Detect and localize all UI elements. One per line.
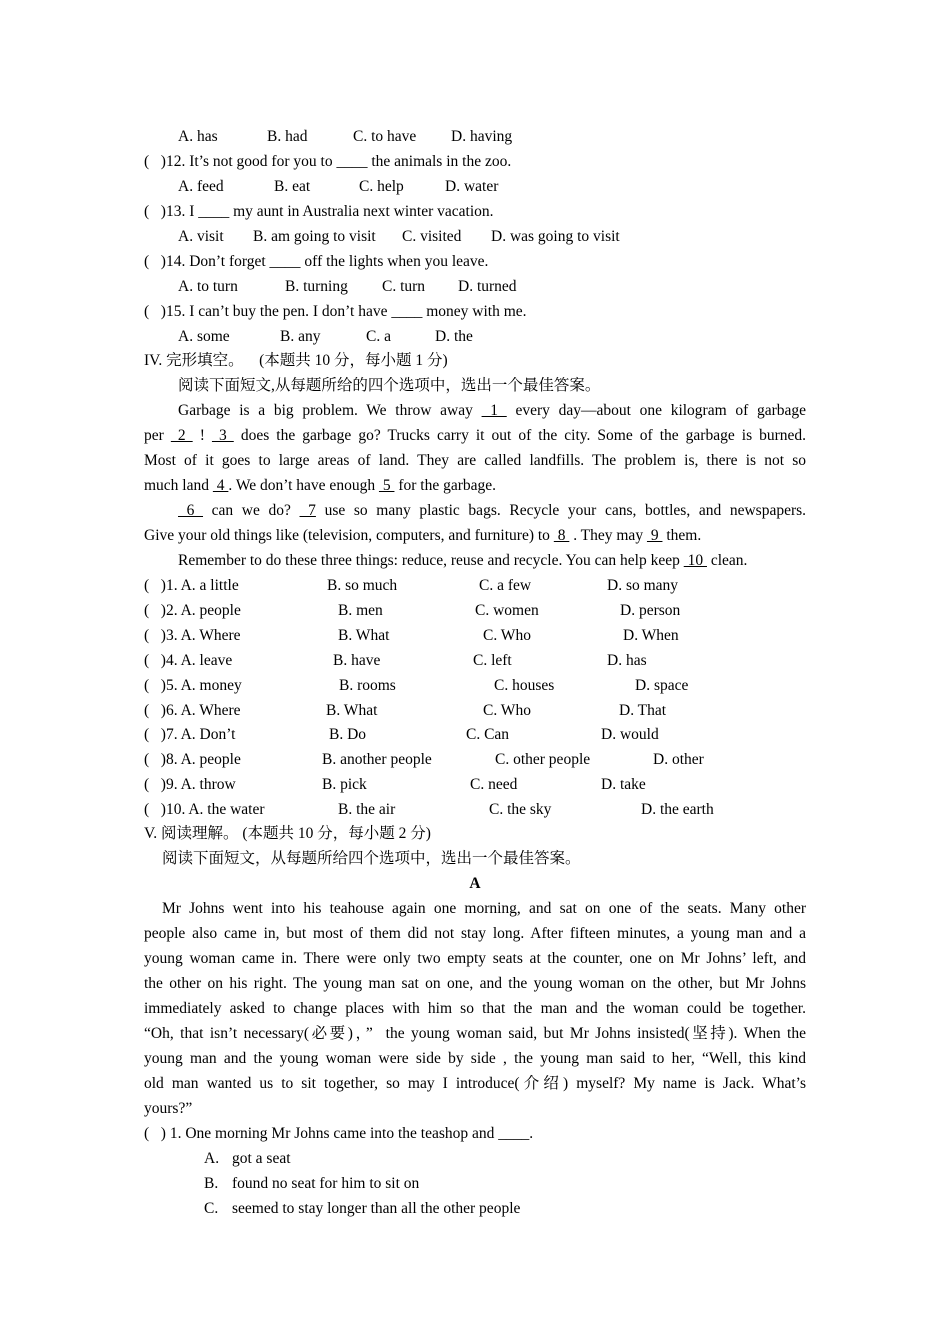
cloze-paragraph-line: Garbage is a big problem. We throw away 1 every day—about one kilogram of garbage — [178, 402, 807, 419]
passage-line: Mr Johns went into his teahouse again one morning, and sat on one of the seats. Many other — [162, 900, 806, 917]
cloze-paragraph-line: per 2 ! 3 does the garbage go? Trucks carry it out of the city. Some of the garbage is burned. — [144, 427, 807, 444]
passage-title: A — [469, 875, 481, 892]
passage-line: young woman came in. There were only two empty seats at the counter, one on Mr Johns’ left, and — [144, 950, 806, 967]
option: C. a — [366, 328, 391, 345]
cloze-paragraph-line: much land 4 . We don’t have enough 5 for the garbage. — [144, 477, 497, 494]
passage-line: young man and the young woman were side by side , the young man said to her, “Well, this kind — [144, 1050, 806, 1067]
option: D. water — [445, 178, 499, 195]
cloze-blank: 6 — [178, 502, 204, 519]
reading-option: C. seemed to stay longer than all the other people — [204, 1200, 521, 1217]
cloze-paragraph-line: Remember to do these three things: reduce, reuse and recycle. You can help keep 10 clean. — [178, 552, 748, 569]
cloze-blank: 3 — [211, 427, 234, 444]
passage-line: “Oh, that isn’t necessary(必要)，” the young woman said, but Mr Johns insisted(坚持). When the — [144, 1025, 806, 1042]
section-heading: IV. 完形填空。 (本题共 10 分，每小题 1 分) — [144, 352, 448, 369]
cloze-paragraph-line: Give your old things like (television, computers, and furniture) to 8 . They may 9 them. — [144, 527, 702, 544]
cloze-paragraph-line: 6 can we do? 7 use so many plastic bags. Recycle your cans, bottles, and newspapers. — [178, 502, 807, 519]
section-heading: V. 阅读理解。 (本题共 10 分，每小题 2 分) — [144, 825, 431, 842]
question-15: ( )15. I can’t buy the pen. I don’t have ____ money with me. — [144, 303, 527, 320]
option: D. was going to visit — [491, 228, 620, 245]
cloze-paragraph-line: Most of it goes to large areas of land. They are called landfills. The problem is, there is not so — [144, 452, 806, 469]
question-13: ( )13. I ____ my aunt in Australia next winter vacation. — [144, 203, 494, 220]
option: B. any — [280, 328, 321, 345]
reading-question-1: ( ) 1. One morning Mr Johns came into the teashop and ____. — [144, 1125, 534, 1142]
question-14: ( )14. Don’t forget ____ off the lights when you leave. — [144, 253, 489, 270]
cloze-blank: 1 — [481, 402, 507, 419]
question-12: ( )12. It’s not good for you to ____ the animals in the zoo. — [144, 153, 512, 170]
cloze-blank: 9 — [646, 527, 663, 544]
option: A. visit — [178, 228, 224, 245]
cloze-blank: 4 — [212, 477, 229, 494]
cloze-blank: 2 — [170, 427, 193, 444]
reading-option: A. got a seat — [204, 1150, 291, 1167]
option: C. turn — [382, 278, 426, 295]
option: B. eat — [274, 178, 311, 195]
cloze-blank: 5 — [378, 477, 395, 494]
cloze-blank: 10 — [683, 552, 707, 569]
option: D. turned — [458, 278, 517, 295]
option: D. having — [451, 128, 513, 145]
option: B. am going to visit — [253, 228, 376, 245]
passage-line: immediately asked to change places with him so that the man and the woman could be together. — [144, 1000, 806, 1017]
section-instruction: 阅读下面短文，从每题所给四个选项中，选出一个最佳答案。 — [162, 850, 581, 867]
option: D. the — [435, 328, 473, 345]
cloze-blank: 8 — [553, 527, 570, 544]
option: C. visited — [402, 228, 462, 245]
passage-line: yours?” — [144, 1100, 193, 1117]
option: B. turning — [285, 278, 348, 295]
cloze-blank: 7 — [299, 502, 316, 519]
section-instruction: 阅读下面短文,从每题所给的四个选项中，选出一个最佳答案。 — [178, 377, 601, 394]
option: C. to have — [353, 128, 417, 145]
reading-option: B. found no seat for him to sit on — [204, 1175, 420, 1192]
option: B. had — [267, 128, 308, 145]
option: A. some — [178, 328, 230, 345]
passage-line: old man wanted us to sit together, so may I introduce(介绍) myself? My name is Jack. What’s — [144, 1075, 806, 1092]
passage-line: the other on his right. The young man sat on one, and the young woman on the other, but Mr Johns — [144, 975, 806, 992]
option: A. feed — [178, 178, 224, 195]
document-page: A. has B. had C. to have D. having ( )12. It’s not good for you to ____ the animals in the zoo. A. feed B. eat C. help D. water ( )13. I ____ my aunt in Australia next winter vacation. A. visit B. am going to visit C. visited D. was going to visit ( )14. Don’t forget ____ off the lights when you leave. A. to turn B. turning C. turn D. turned ( )15. I can’t buy the pen. I don’t have ____ money with me. A. some B. any C. a D. the IV. 完形填空。 (本题共 10 分，每小题 1 分) 阅读下面短文,从每题所给的四个选项中，选出一个最佳答案。 Garbage is a big problem. We throw away 1 every day—about one kilogram of garbage per 2 ! 3 does the garbage go? Trucks carry it out of the city. Some of the garbage is burned. Most of it goes to large areas of land. They are called landfills. The problem is, there is not so much land 4 . We don’t have enough 5 for the garbage. 6 can we do? 7 use so many plastic bags. Recycle your cans, bottles, and newspapers. Give your old things like (television, computers, and furniture) to 8 . They may 9 them. Remember to do these three things: reduce, reuse and recycle. You can help keep 10 clean. ( )1. A. a little B. so much C. a few D. so many ( )2. A. people B. men C. women D. person ( )3. A. Where B. What C. Who D. When ( )4. A. leave B. have C. left D. has ( )5. A. money B. rooms C. houses D. space ( )6. A. Where B. What C. Who D. That ( )7. A. Don’t B. Do C. Can D. would ( )8. A. people B. another people C. other people D. other ( )9. A. throw B. pick C. need D. take ( )10. A. the water B. the air C. the sky D. the earth V. 阅读理解。 (本题共 10 分，每小题 2 分) 阅读下面短文，从每题所给四个选项中，选出一个最佳答案。 A Mr Johns went into his teahouse again one morning, and sat on one of the seats. Many other people also came in, but most of them did not stay long. After fifteen minutes, a young man and a young woman came in. There were only two empty seats at the counter, one on Mr Johns’ left, and the other on his right. The young man sat on one, and the young woman on the other, but Mr Johns immediately asked to change places with him so that the man and the woman could be together. “Oh, that isn’t necessary(必要)，” the young woman said, but Mr Johns insisted(坚持). When the young man and the young woman were side by side , the young man said to her, “Well, this kind old man wanted us to sit together, so may I introduce(介绍) myself? My name is Jack. What’s yours?” ( ) 1. One morning Mr Johns came into the teashop and ____. A. got a seat B. found no seat for him to sit on C. seemed to stay longer than all the other people — [0, 0, 950, 1344]
option: C. help — [359, 178, 404, 195]
option: A. has — [178, 128, 218, 145]
passage-line: people also came in, but most of them did not stay long. After fifteen minutes, a young man and a — [144, 925, 806, 942]
option: A. to turn — [178, 278, 238, 295]
